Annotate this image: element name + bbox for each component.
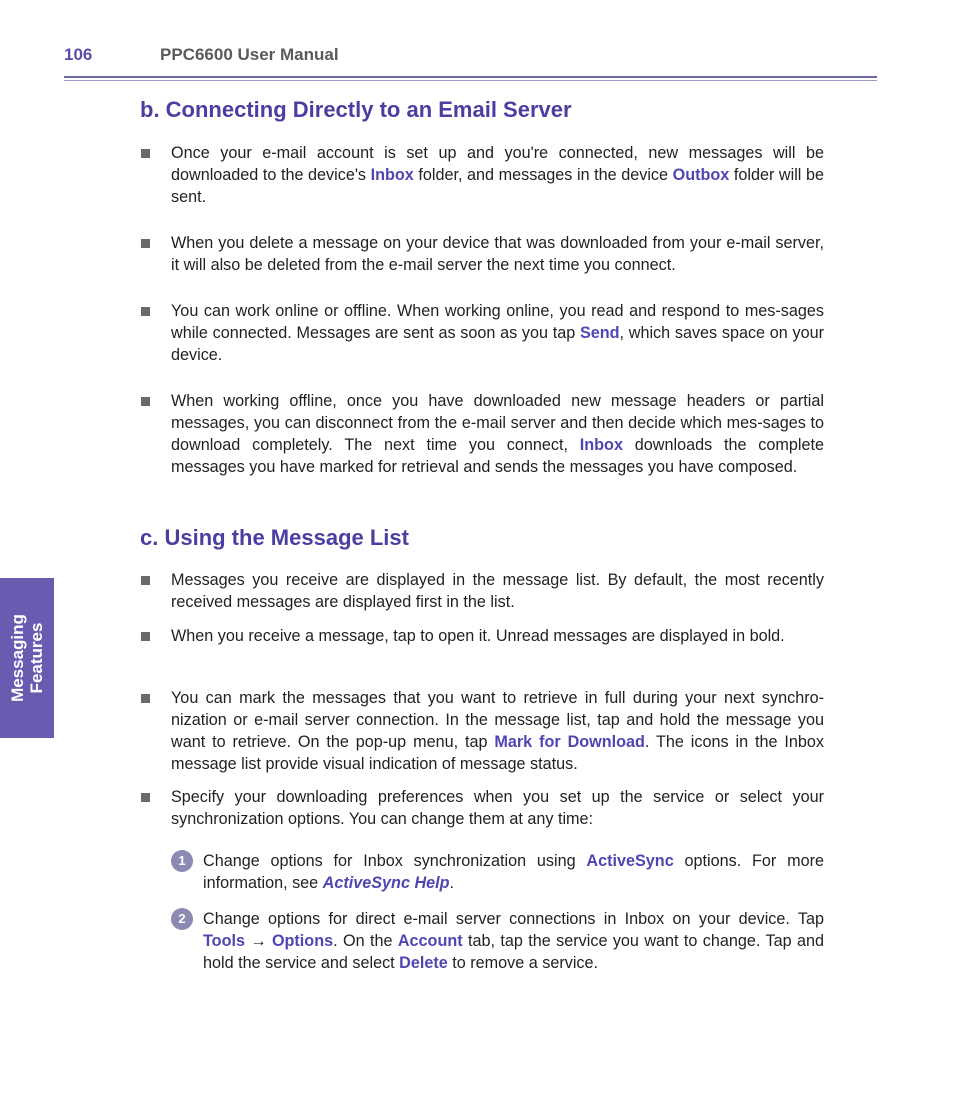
keyword-options: Options <box>271 932 334 950</box>
step-number-badge: 2 <box>171 908 193 930</box>
bullet-icon <box>141 694 150 703</box>
keyword-account: Account <box>397 932 463 950</box>
chapter-side-tab <box>0 578 54 738</box>
list-item-text: Once your e-mail account is set up and you're connected, new messages will be downloaded to the device's Inbox folder, and messages in the device Outbox folder will be sent. <box>171 144 824 206</box>
keyword-inbox: Inbox <box>370 166 414 184</box>
list-item <box>140 142 824 208</box>
list-item <box>140 232 824 276</box>
list-item-text: You can work online or offline. When working online, you read and respond to mes-sages while connected. Messages are sent as soon as you tap Send, which saves space on your device. <box>171 302 824 364</box>
list-item <box>140 390 824 478</box>
subitem-text: Change options for Inbox synchronization using ActiveSync options. For more information, see ActiveSync Help. <box>203 852 824 892</box>
list-item-text: When you receive a message, tap to open it. Unread messages are displayed in bold. <box>171 627 785 645</box>
keyword-delete: Delete <box>399 954 448 972</box>
section-b-heading: b. Connecting Directly to an Email Server <box>140 97 572 122</box>
side-tab-line1: Messaging <box>8 614 27 702</box>
header-rule-thin <box>64 80 877 81</box>
step-number-badge: 1 <box>171 850 193 872</box>
list-item <box>140 687 824 775</box>
section-c-heading: c. Using the Message List <box>140 525 409 550</box>
link-activesync-help: ActiveSync Help <box>322 874 450 892</box>
keyword-send: Send <box>579 324 620 342</box>
list-item-text: When working offline, once you have downloaded new message headers or partial messages, you can disconnect from the e-mail server and then decide which mes-sages to download completely. The next time you connect, Inbox downloads the complete messages you have marked for retrieval and sends the messages you have composed. <box>171 392 824 476</box>
list-item-text: Messages you receive are displayed in the message list. By default, the most recently received messages are displayed first in the list. <box>171 571 824 611</box>
list-item <box>140 625 824 647</box>
keyword-mark-for-download: Mark for Download <box>494 733 645 751</box>
list-item-text: Specify your downloading preferences when you set up the service or select your synchronization options. You can change them at any time: <box>171 788 824 828</box>
list-item <box>140 300 824 366</box>
numbered-subitem <box>171 850 824 894</box>
header-rule <box>64 76 877 78</box>
bullet-icon <box>141 632 150 641</box>
keyword-inbox: Inbox <box>579 436 623 454</box>
manual-title: PPC6600 User Manual <box>160 45 339 64</box>
bullet-icon <box>141 397 150 406</box>
list-item-text: When you delete a message on your device that was downloaded from your e-mail server, it will also be deleted from the e-mail server the next time you connect. <box>171 234 824 274</box>
bullet-icon <box>141 149 150 158</box>
list-item <box>140 786 824 830</box>
side-tab-line2: Features <box>27 622 46 694</box>
subitem-text: Change options for direct e-mail server connections in Inbox on your device. Tap Tools → Options. On the Account tab, tap the service you want to change. Tap and hold the service and select Delete to remove a service. <box>203 910 824 972</box>
bullet-icon <box>141 576 150 585</box>
bullet-icon <box>141 307 150 316</box>
numbered-subitem <box>171 908 824 974</box>
chapter-side-tab-label <box>8 614 46 702</box>
keyword-outbox: Outbox <box>672 166 730 184</box>
keyword-tools: Tools <box>203 932 245 950</box>
keyword-activesync: ActiveSync <box>586 852 674 870</box>
bullet-icon <box>141 793 150 802</box>
bullet-icon <box>141 239 150 248</box>
list-item <box>140 569 824 613</box>
list-item-text: You can mark the messages that you want to retrieve in full during your next synchro-nization or e-mail server connection. In the message list, tap and hold the message you want to retrieve. On the pop-up menu, tap Mark for Download. The icons in the Inbox message list provide visual indication of message status. <box>171 689 825 773</box>
arrow-icon: → <box>244 932 272 950</box>
page-number: 106 <box>64 45 93 64</box>
